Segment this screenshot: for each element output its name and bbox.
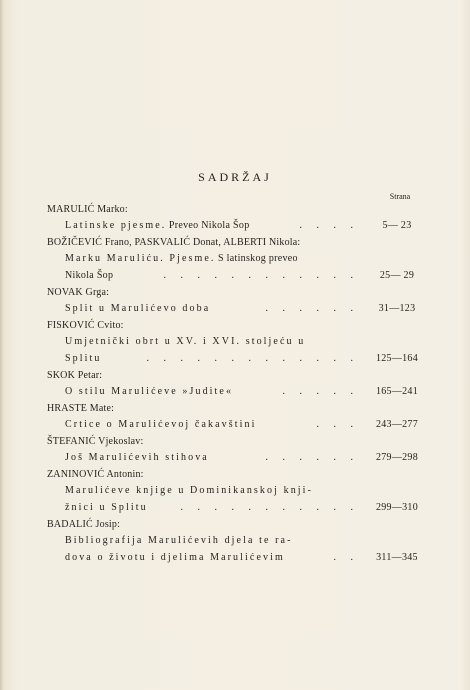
toc-title-text: dova o životu i djelima Marulićevim xyxy=(65,552,285,563)
toc-author: ŠTEFANIĆ Vjekoslav: xyxy=(47,436,144,447)
toc-title-text-plain: Nikola Šop xyxy=(65,270,114,281)
toc-line xyxy=(47,267,437,284)
toc-line xyxy=(47,482,437,499)
toc-line xyxy=(47,532,437,549)
toc-page-range: 5— 23 xyxy=(382,220,412,231)
toc-entry xyxy=(47,435,437,468)
toc-title-text: Bibliografija Marulićevih djela te ra- xyxy=(65,535,293,546)
toc-entry xyxy=(47,286,437,319)
toc-line xyxy=(47,499,437,516)
toc-author: MARULIĆ Marko: xyxy=(47,204,128,215)
toc-page-range: 279—298 xyxy=(375,452,419,463)
contents-title: SADRŽAJ xyxy=(198,170,272,184)
toc-author: HRASTE Mate: xyxy=(47,403,115,414)
toc-line xyxy=(47,549,437,566)
toc-title-text: Umjetnički obrt u XV. i XVI. stoljeću u xyxy=(65,336,306,347)
toc-author: ZANINOVIĆ Antonin: xyxy=(47,469,144,480)
toc-leader-dots: . . . . . . xyxy=(265,452,359,463)
toc-author: NOVAK Grga: xyxy=(47,287,110,298)
toc-leader-dots: . . . xyxy=(316,419,359,430)
toc-author: SKOK Petar: xyxy=(47,370,103,381)
toc-line xyxy=(47,300,437,317)
toc-line xyxy=(47,250,437,267)
toc-page-range: 243—277 xyxy=(375,419,419,430)
toc-title-text: Crtice o Marulićevoj čakavštini xyxy=(65,419,257,430)
toc-title-text: Još Marulićevih stihova xyxy=(65,452,209,463)
toc-page-range: 31—123 xyxy=(378,303,416,314)
toc-leader-dots: . . xyxy=(333,552,359,563)
toc-entry xyxy=(47,369,437,402)
toc-title-text-plain: Preveo Nikola Šop xyxy=(168,220,250,231)
toc-line xyxy=(47,350,437,367)
toc-title-text: Marulićeve knjige u Dominikanskoj knji- xyxy=(65,485,313,496)
toc-title-text-plain: S latinskog preveo xyxy=(218,253,298,264)
toc-page-range: 25— 29 xyxy=(379,270,415,281)
toc-entry xyxy=(47,518,437,568)
page-gutter-shadow xyxy=(0,0,4,690)
toc-entry xyxy=(47,468,437,518)
toc-title-text: Marku Maruliću. Pjesme. xyxy=(65,253,216,264)
table-of-contents xyxy=(47,203,437,568)
toc-page-range: 311—345 xyxy=(376,552,418,563)
toc-line xyxy=(47,333,437,350)
toc-entry xyxy=(47,236,437,286)
toc-entry xyxy=(47,319,437,369)
toc-line xyxy=(47,217,437,234)
toc-author: BADALIĆ Josip: xyxy=(47,519,121,530)
toc-line xyxy=(47,416,437,433)
toc-author: FISKOVIĆ Cvito: xyxy=(47,320,124,331)
toc-leader-dots: . . . . xyxy=(299,220,359,231)
toc-author: BOŽIČEVIĆ Frano, PASKVALIĆ Donat, ALBERTI Nikola: xyxy=(47,237,301,248)
toc-leader-dots: . . . . . . . . . . . . xyxy=(163,270,359,281)
toc-leader-dots: . . . . . . . . . . . . . xyxy=(146,353,359,364)
toc-title-text: žnici u Splitu xyxy=(65,502,148,513)
page-column-header: Strana xyxy=(389,192,411,201)
toc-leader-dots: . . . . . . xyxy=(265,303,359,314)
toc-page-range: 165—241 xyxy=(375,386,419,397)
toc-leader-dots: . . . . . . . . . . . xyxy=(180,502,359,513)
toc-line xyxy=(47,383,437,400)
toc-page-range: 125—164 xyxy=(375,353,419,364)
toc-title-text: Splitu xyxy=(65,353,102,364)
toc-title-text: O stilu Marulićeve »Judite« xyxy=(65,386,234,397)
toc-line xyxy=(47,449,437,466)
toc-title-text: Split u Marulićevo doba xyxy=(65,303,211,314)
toc-leader-dots: . . . . . xyxy=(282,386,359,397)
toc-title-text: Latinske pjesme. xyxy=(65,220,167,231)
toc-entry xyxy=(47,203,437,236)
toc-entry xyxy=(47,402,437,435)
toc-page-range: 299—310 xyxy=(375,502,419,513)
